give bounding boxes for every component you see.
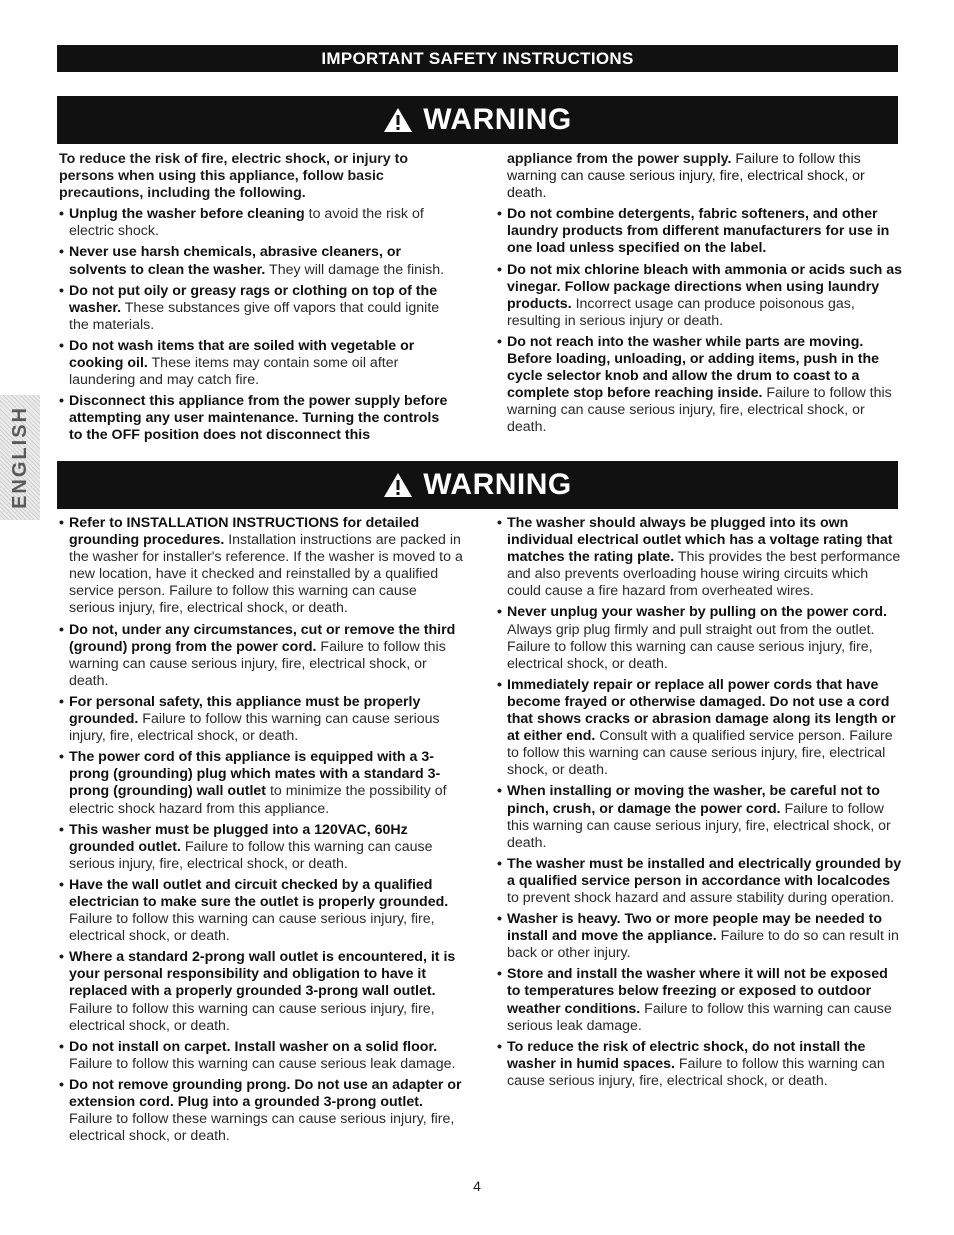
list-item <box>59 244 454 278</box>
item-bold-text: Never unplug your washer by pulling on the power cord. <box>507 604 887 621</box>
item-bold-text: Where a standard 2-prong wall outlet is encountered, it is your personal responsibility and obligation to have it replaced with a properly grounded 3-prong wall outlet. <box>69 949 456 1000</box>
list-item <box>497 856 902 907</box>
item-bold-text: The washer should always be plugged into its own individual electrical outlet which has a voltage rating that matches the rating plate. <box>507 515 893 566</box>
item-normal-text: to avoid the risk of electric shock. <box>69 206 424 240</box>
bullet-marker: • <box>59 282 64 299</box>
list-item <box>59 949 464 1034</box>
warning2-left-list <box>59 515 464 1145</box>
list-item <box>59 822 464 873</box>
item-normal-text: to minimize the possibility of electric shock hazard from this appliance. <box>69 783 447 817</box>
item-normal-text: They will damage the finish. <box>265 261 445 278</box>
bullet-marker: • <box>497 333 502 350</box>
item-bold-text: Do not mix chlorine bleach with ammonia or acids such as vinegar. Follow package directions when using laundry products. <box>507 261 902 312</box>
list-item <box>497 677 902 780</box>
language-label: ENGLISH <box>8 406 31 509</box>
warning2-right-list <box>497 515 902 1090</box>
warning1-continuation: appliance from the power supply. Failure to follow this warning can cause serious injury, fire, electrical shock, or death. <box>507 151 865 202</box>
item-bold-text: Do not remove grounding prong. Do not use an adapter or extension cord. Plug into a grounded 3-prong outlet. <box>69 1076 462 1110</box>
warning1-right-column <box>497 151 902 441</box>
item-normal-text: Incorrect usage can produce poisonous gas, resulting in serious injury or death. <box>507 295 855 329</box>
list-item <box>59 206 454 240</box>
page-number: 4 <box>473 1178 481 1194</box>
bullet-marker: • <box>59 393 64 410</box>
list-item <box>59 515 464 618</box>
item-bold-text: Do not, under any circumstances, cut or remove the third (ground) prong from the power cord. <box>69 621 456 655</box>
item-normal-text: Failure to do so can result in back or other injury. <box>507 928 899 962</box>
warning-banner-1 <box>57 96 898 144</box>
warning-triangle-icon <box>383 472 413 498</box>
item-normal-text: Failure to follow this warning can cause serious injury, fire, electrical shock, or death. <box>507 800 891 851</box>
item-bold-text: Do not reach into the washer while parts are moving. Before loading, unloading, or adding items, push in the cycle selector knob and allow the drum to coast to a complete stop before reaching inside. <box>507 333 880 402</box>
item-normal-text: Failure to follow this warning can cause serious injury, fire, electrical shock, or death. <box>507 1055 885 1089</box>
item-normal-text: Failure to follow this warning can cause serious injury, fire, electrical shock, or death. <box>69 711 440 745</box>
item-bold-text: Unplug the washer before cleaning <box>69 206 305 223</box>
bullet-marker: • <box>59 1076 64 1093</box>
list-item <box>497 206 902 257</box>
bullet-marker: • <box>497 1038 502 1055</box>
list-item <box>497 604 902 672</box>
list-item <box>497 966 902 1034</box>
list-item <box>59 694 464 745</box>
item-bold-text: To reduce the risk of electric shock, do not install the washer in humid spaces. <box>507 1038 866 1072</box>
list-item <box>497 262 902 330</box>
item-bold-text: Immediately repair or replace all power cords that have become frayed or otherwise damaged. Do not use a cord that shows cracks or abrasion damage along its length or at either end. <box>507 676 896 745</box>
list-item <box>59 338 454 389</box>
warning1-left-list <box>59 206 454 444</box>
warning2-left-column <box>59 515 464 1149</box>
item-normal-text: to prevent shock hazard and assure stability during operation. <box>507 889 895 906</box>
item-normal-text: Failure to follow this warning can cause serious injury, fire, electrical shock, or death. <box>69 838 433 872</box>
bullet-marker: • <box>497 515 502 531</box>
item-normal-text: Failure to follow these warnings can cause serious injury, fire, electrical shock, or death. <box>69 1111 455 1145</box>
list-item <box>59 749 464 817</box>
item-normal-text: Failure to follow this warning can cause serious injury, fire, electrical shock, or death. <box>69 1000 435 1034</box>
item-bold-text: Do not combine detergents, fabric softeners, and other laundry products from different manufacturers for use in one load unless specified on the label. <box>507 206 890 257</box>
list-item <box>497 911 902 962</box>
bullet-marker: • <box>497 206 502 223</box>
warning-banner-2 <box>57 461 898 509</box>
item-normal-text: Failure to follow this warning can cause serious injury, fire, electrical shock, or death. <box>69 638 446 689</box>
bullet-marker: • <box>497 855 502 872</box>
warning1-left-column <box>59 151 454 449</box>
warning1-intro: To reduce the risk of fire, electric shock, or injury to persons when using this appliance, follow basic precautions, including the following. <box>59 151 408 202</box>
bullet-marker: • <box>59 876 64 893</box>
item-normal-text: These items may contain some oil after laundering and may catch fire. <box>69 355 399 389</box>
bullet-marker: • <box>497 966 502 983</box>
bullet-marker: • <box>497 783 502 800</box>
warning-title-2: WARNING <box>423 468 572 501</box>
item-bold-text: Never use harsh chemicals, abrasive cleaners, or solvents to clean the washer. <box>69 244 402 278</box>
bullet-marker: • <box>59 821 64 838</box>
warning-title-1: WARNING <box>423 103 572 136</box>
item-bold-text: Do not put oily or greasy rags or clothing on top of the washer. <box>69 282 438 316</box>
list-item <box>497 783 902 851</box>
item-bold-text: Store and install the washer where it will not be exposed to temperatures below freezing or exposed to outdoor weather conditions. <box>507 966 888 1017</box>
list-item <box>59 877 464 945</box>
warning-triangle-icon <box>383 107 413 133</box>
bullet-marker: • <box>59 337 64 354</box>
bullet-marker: • <box>59 621 64 638</box>
list-item <box>497 334 902 437</box>
item-normal-text: Failure to follow this warning can cause serious leak damage. <box>507 1000 892 1034</box>
bullet-marker: • <box>59 693 64 710</box>
list-item <box>59 622 464 690</box>
item-normal-text: Failure to follow this warning can cause serious injury, fire, electrical shock, or death. <box>69 911 435 945</box>
bullet-marker: • <box>497 261 502 278</box>
bullet-marker: • <box>59 1038 64 1055</box>
item-bold-text: Have the wall outlet and circuit checked by a qualified electrician to make sure the outlet is properly grounded. <box>69 876 449 910</box>
list-item <box>59 1077 464 1145</box>
bullet-marker: • <box>59 949 64 966</box>
section-header: IMPORTANT SAFETY INSTRUCTIONS <box>57 45 898 72</box>
item-normal-text: Consult with a qualified service person. Failure to follow this warning can cause serious injury, fire, electrical shock, or death. <box>507 728 893 779</box>
bullet-marker: • <box>59 244 64 261</box>
item-bold-text: Do not install on carpet. Install washer on a solid floor. <box>69 1038 438 1055</box>
list-item <box>497 515 902 600</box>
item-bold-text: The washer must be installed and electrically grounded by a qualified service person in accordance with localcodes <box>507 855 902 889</box>
item-bold-text: Do not wash items that are soiled with vegetable or cooking oil. <box>69 337 415 372</box>
item-bold-text: This washer must be plugged into a 120VAC, 60Hz grounded outlet. <box>69 821 408 855</box>
language-side-tab <box>0 395 40 520</box>
item-bold-text: For personal safety, this appliance must be properly grounded. <box>69 693 421 728</box>
warning2-right-column <box>497 515 902 1094</box>
bullet-marker: • <box>59 206 64 223</box>
list-item <box>59 283 454 334</box>
item-normal-text: Installation instructions are packed in the washer for installer's reference. If the washer is moved to a new location, have it checked and reinstalled by a qualified service person. Failure to follow this warning can cause serious injury, fire, electrical shock, or death. <box>69 532 463 617</box>
list-item <box>59 1039 464 1073</box>
item-normal-text: These substances give off vapors that could ignite the materials. <box>69 299 440 333</box>
item-normal-text: This provides the best performance and also prevents overloading house wiring circuits which could cause a fire hazard from overheated wires. <box>507 549 901 600</box>
warning1-right-list <box>497 206 902 436</box>
item-bold-text: Washer is heavy. Two or more people may be needed to install and move the appliance. <box>507 911 883 945</box>
item-normal-text: Failure to follow this warning can cause serious injury, fire, electrical shock, or death. <box>507 385 892 436</box>
item-bold-text: Refer to INSTALLATION INSTRUCTIONS for detailed grounding procedures. <box>69 515 420 549</box>
bullet-marker: • <box>59 515 64 531</box>
list-item <box>59 393 454 444</box>
item-normal-text: Failure to follow this warning can cause serious leak damage. <box>69 1055 456 1072</box>
bullet-marker: • <box>497 604 502 621</box>
item-normal-text: Always grip plug firmly and pull straight out from the outlet. Failure to follow this warning can cause serious injury, fire, electrical shock, or death. <box>507 621 875 672</box>
bullet-marker: • <box>497 911 502 928</box>
item-bold-text: The power cord of this appliance is equipped with a 3-prong (grounding) plug which mates with a standard 3-prong (grounding) wall outlet <box>69 749 441 800</box>
bullet-marker: • <box>497 676 502 693</box>
item-bold-text: When installing or moving the washer, be careful not to pinch, crush, or damage the power cord. <box>507 783 880 817</box>
list-item <box>497 1039 902 1090</box>
bullet-marker: • <box>59 749 64 766</box>
item-bold-text: Disconnect this appliance from the power supply before attempting any user maintenance. Turning the controls to the OFF position does not disconnect this <box>69 393 448 444</box>
